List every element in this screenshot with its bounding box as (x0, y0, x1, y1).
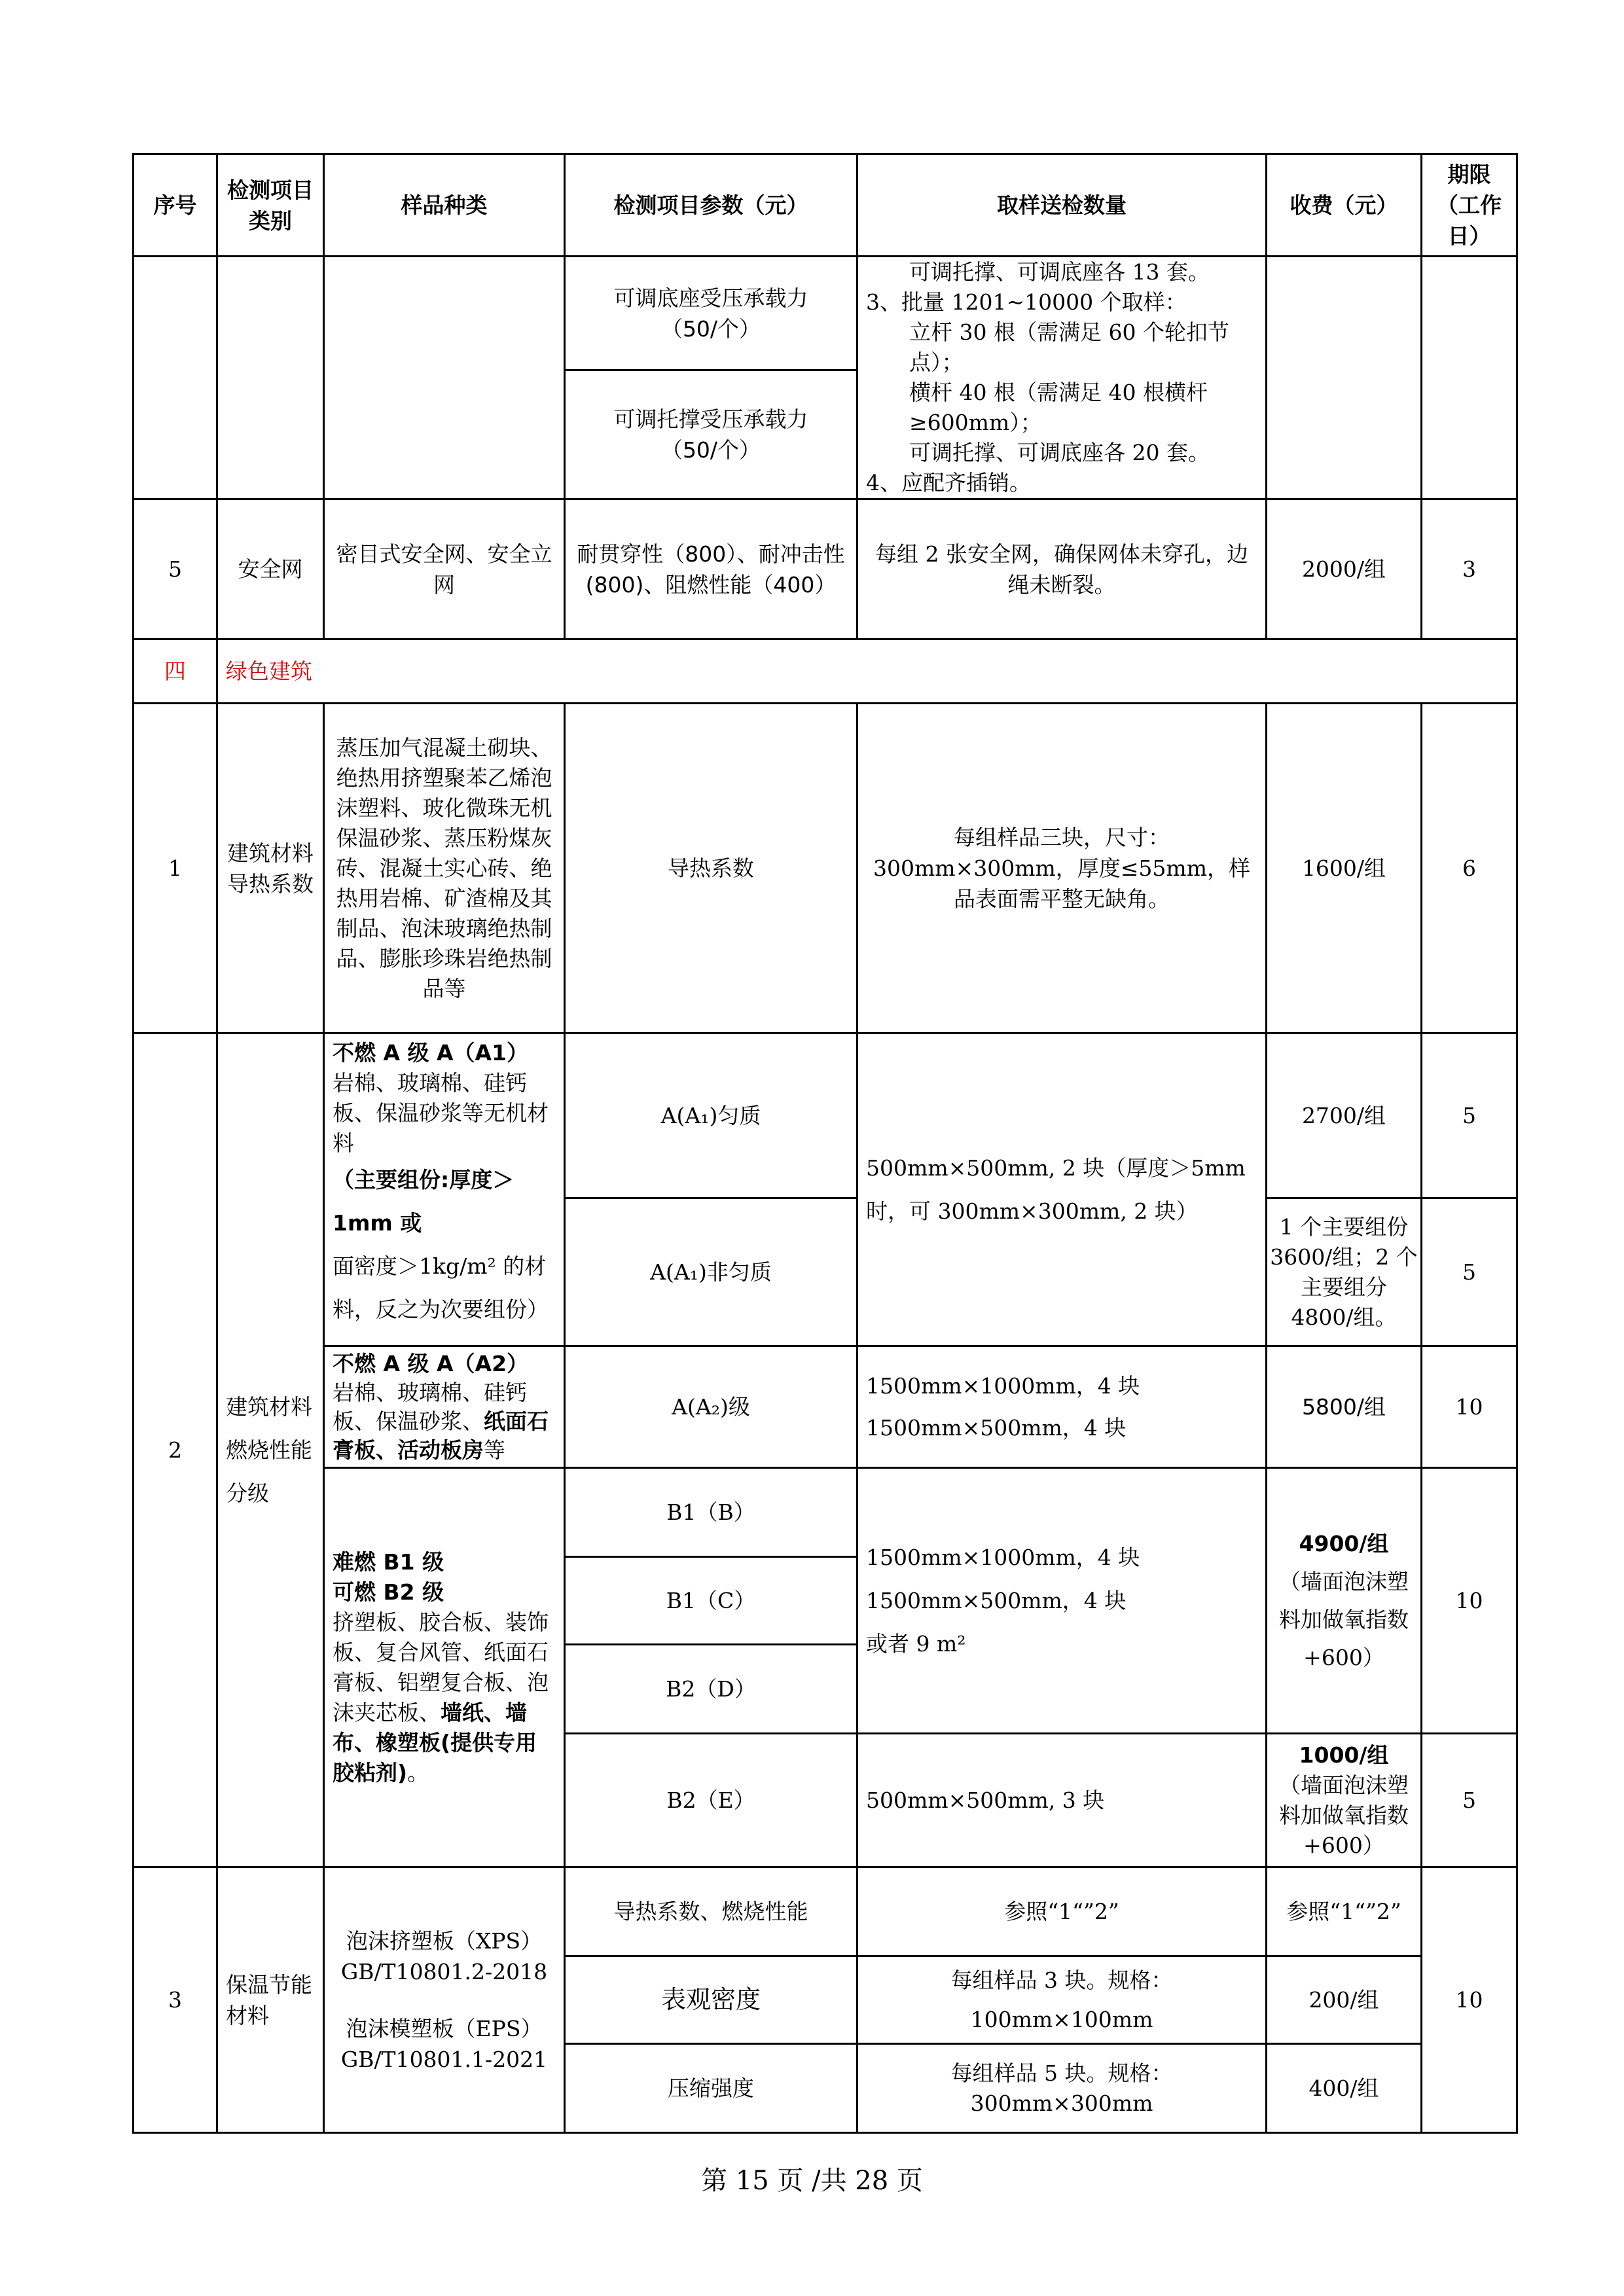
g2-fee-b2e: 1000/组 （墙面泡沫塑料加做氧指数+600） (1267, 1734, 1422, 1867)
g3-sampling-3: 每组样品 5 块。规格：300mm×300mm (857, 2044, 1267, 2133)
g3-fee-2: 200/组 (1267, 1956, 1422, 2044)
table-row (134, 1033, 1517, 1198)
cont-category (217, 257, 324, 499)
g3-fee-3: 400/组 (1267, 2044, 1422, 2133)
g2-fee-a1-nonhomo: 1 个主要组份 3600/组；2 个主要组分 4800/组。 (1267, 1198, 1422, 1346)
g2-period-a1-nonhomo: 5 (1422, 1198, 1517, 1346)
g2-period-b: 10 (1422, 1468, 1517, 1734)
table-row (134, 1468, 1517, 1557)
g1-params: 导热系数 (565, 704, 857, 1033)
g3-param-3: 压缩强度 (565, 2044, 857, 2133)
table-row (134, 704, 1517, 1033)
row5-no: 5 (134, 499, 217, 639)
g1-sample: 蒸压加气混凝土砌块、绝热用挤塑聚苯乙烯泡沫塑料、玻化微珠无机保温砂浆、蒸压粉煤灰砖、混凝土实心砖、绝热用岩棉、矿渣棉及其制品、泡沫玻璃绝热制品、膨胀珍珠岩绝热制品等 (324, 704, 565, 1033)
row5-sampling: 每组 2 张安全网，确保网体未穿孔，边绳未断裂。 (857, 499, 1267, 639)
g3-sampling-2: 每组样品 3 块。规格：100mm×100mm (857, 1956, 1267, 2044)
header-row (134, 154, 1517, 257)
table-row (134, 1867, 1517, 1956)
g2-fee-a1-homo: 2700/组 (1267, 1033, 1422, 1198)
g3-param-1: 导热系数、燃烧性能 (565, 1867, 857, 1956)
g2-no: 2 (134, 1033, 217, 1867)
fee-table (132, 153, 1518, 2134)
table-row (134, 257, 1517, 370)
g2-sampling-a1: 500mm×500mm, 2 块（厚度＞5mm 时，可 300mm×300mm, 2 块） (857, 1033, 1267, 1346)
header-fee: 收费（元） (1267, 154, 1422, 257)
g2-param-a2: A(A₂)级 (565, 1346, 857, 1468)
header-no: 序号 (134, 154, 217, 257)
g3-period: 10 (1422, 1867, 1517, 2133)
g2-b-sample: 难燃 B1 级 可燃 B2 级 挤塑板、胶合板、装饰板、复合风管、纸面石膏板、铝塑复合板、泡沫夹芯板、墙纸、墙布、橡塑板(提供专用胶粘剂)。 (324, 1468, 565, 1867)
g2-param-a1-homo: A(A₁)匀质 (565, 1033, 857, 1198)
cont-no (134, 257, 217, 499)
header-sampling: 取样送检数量 (857, 154, 1267, 257)
section4-title: 绿色建筑 (217, 639, 1517, 704)
g2-a1-sample: 不燃 A 级 A（A1） 岩棉、玻璃棉、硅钙板、保温砂浆等无机材料 （主要组份:厚度＞1mm 或 面密度＞1kg/m² 的材料，反之为次要组份） (324, 1033, 565, 1346)
g2-category: 建筑材料燃烧性能分级 (217, 1033, 324, 1867)
cont-param-2: 可调托撑受压承载力 （50/个） (565, 370, 857, 499)
g2-period-a1-homo: 5 (1422, 1033, 1517, 1198)
header-params: 检测项目参数（元） (565, 154, 857, 257)
section-row (134, 639, 1517, 704)
g2-period-a2: 10 (1422, 1346, 1517, 1468)
g2-fee-b: 4900/组 （墙面泡沫塑料加做氧指数+600） (1267, 1468, 1422, 1734)
g2-param-b1b: B1（B） (565, 1468, 857, 1557)
g1-no: 1 (134, 704, 217, 1033)
g1-fee: 1600/组 (1267, 704, 1422, 1033)
g2-param-b2e: B2（E） (565, 1734, 857, 1867)
cont-fee (1267, 257, 1422, 499)
cont-sampling: 可调托撑、可调底座各 13 套。 3、批量 1201~10000 个取样： 立杆 30 根（需满足 60 个轮扣节点）； 横杆 40 根（需满足 40 根横杆≥600mm）； 可调托撑、可调底座各 20 套。 4、应配齐插销。 (857, 257, 1267, 499)
g3-param-2: 表观密度 (565, 1956, 857, 2044)
row5-sample: 密目式安全网、安全立网 (324, 499, 565, 639)
g2-sampling-a2: 1500mm×1000mm，4 块 1500mm×500mm，4 块 (857, 1346, 1267, 1468)
g3-fee-1: 参照“1“”2” (1267, 1867, 1422, 1956)
g3-sampling-1: 参照“1“”2” (857, 1867, 1267, 1956)
g1-category: 建筑材料导热系数 (217, 704, 324, 1033)
row5-period: 3 (1422, 499, 1517, 639)
table-row (134, 1346, 1517, 1468)
page-number: 第 15 页 /共 28 页 (701, 2166, 923, 2196)
cont-param-1: 可调底座受压承载力 （50/个） (565, 257, 857, 370)
g1-sampling: 每组样品三块，尺寸：300mm×300mm，厚度≤55mm，样品表面需平整无缺角。 (857, 704, 1267, 1033)
g2-period-b2e: 5 (1422, 1734, 1517, 1867)
g2-sampling-b: 1500mm×1000mm，4 块 1500mm×500mm，4 块 或者 9 m² (857, 1468, 1267, 1734)
section4-no: 四 (134, 639, 217, 704)
table-row (134, 499, 1517, 639)
g2-fee-a2: 5800/组 (1267, 1346, 1422, 1468)
g2-sampling-b2e: 500mm×500mm, 3 块 (857, 1734, 1267, 1867)
row5-fee: 2000/组 (1267, 499, 1422, 639)
g3-sample: 泡沫挤塑板（XPS）GB/T10801.2-2018 泡沫模塑板（EPS）GB/T10801.1-2021 (324, 1867, 565, 2133)
g2-a2-sample: 不燃 A 级 A（A2） 岩棉、玻璃棉、硅钙板、保温砂浆、纸面石膏板、活动板房等 (324, 1346, 565, 1468)
header-sample-type: 样品种类 (324, 154, 565, 257)
header-period: 期限（工作日） (1422, 154, 1517, 257)
g3-category: 保温节能材料 (217, 1867, 324, 2133)
row5-category: 安全网 (217, 499, 324, 639)
cont-period (1422, 257, 1517, 499)
g2-param-b2d: B2（D） (565, 1645, 857, 1734)
header-category: 检测项目类别 (217, 154, 324, 257)
g2-param-b1c: B1（C） (565, 1557, 857, 1645)
g2-param-a1-nonhomo: A(A₁)非匀质 (565, 1198, 857, 1346)
g3-no: 3 (134, 1867, 217, 2133)
row5-params: 耐贯穿性（800）、耐冲击性(800)、阻燃性能（400） (565, 499, 857, 639)
g1-period: 6 (1422, 704, 1517, 1033)
cont-sample (324, 257, 565, 499)
